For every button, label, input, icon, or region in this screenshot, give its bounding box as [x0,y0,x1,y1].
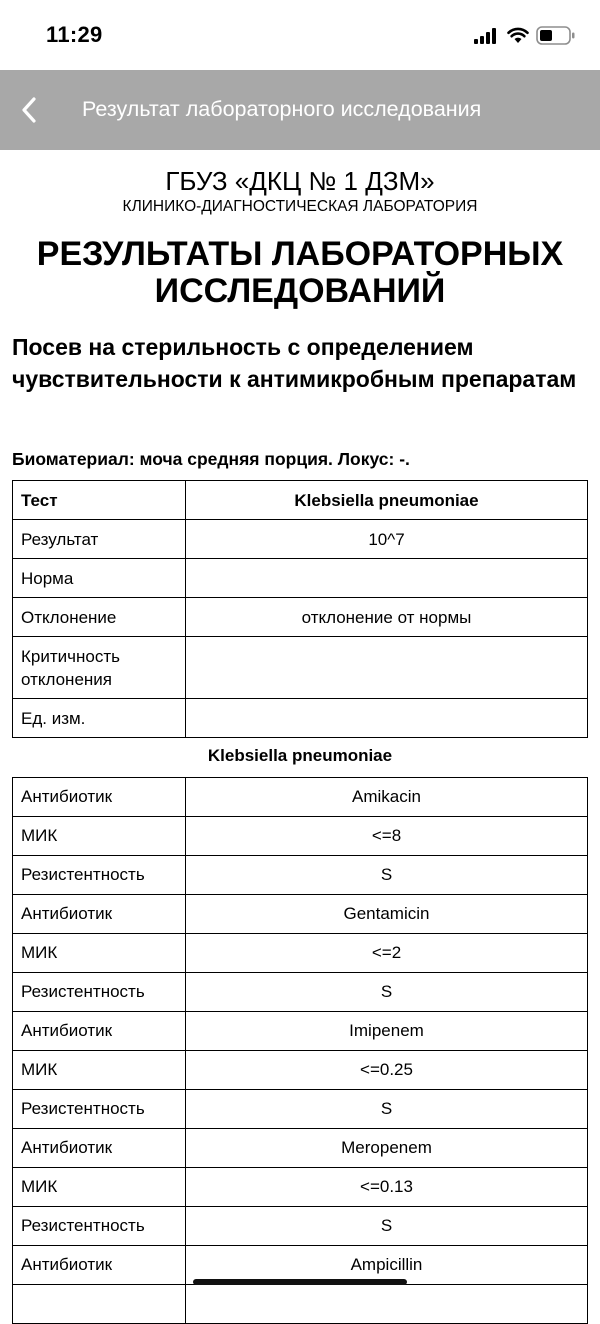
report-title-line2: ИССЛЕДОВАНИЙ [154,272,446,310]
row-value: S [186,973,588,1012]
row-value [186,1285,588,1324]
cellular-signal-icon [474,28,498,44]
table-row [13,778,588,817]
row-label: Норма [13,559,186,598]
table-row [13,699,588,738]
row-label: МИК [13,1168,186,1207]
row-label: Отклонение [13,598,186,637]
table-row [13,1051,588,1090]
table-row [13,520,588,559]
antibiogram-caption: Klebsiella pneumoniae [207,746,393,765]
row-label: Антибиотик [13,1246,186,1285]
row-label: Резистентность [13,1090,186,1129]
battery-icon [536,26,576,45]
nav-bar [0,70,600,150]
table-row [13,637,588,699]
row-label: Резистентность [13,856,186,895]
table-row [13,1090,588,1129]
back-chevron-icon[interactable] [14,92,44,128]
row-label [13,1285,186,1324]
table-row [13,934,588,973]
row-label: Критичность отклонения [13,637,186,699]
row-value: Meropenem [186,1129,588,1168]
row-label: МИК [13,934,186,973]
row-label: МИК [13,1051,186,1090]
row-value: S [186,856,588,895]
row-value: <=0.25 [186,1051,588,1090]
row-label: Результат [13,520,186,559]
row-label: Антибиотик [13,1012,186,1051]
report-title-line1: РЕЗУЛЬТАТЫ ЛАБОРАТОРНЫХ [36,235,564,273]
table-header-row [13,481,588,520]
row-value [186,559,588,598]
table-row [13,598,588,637]
table-row [13,1285,588,1324]
row-value: Gentamicin [186,895,588,934]
status-time: 11:29 [46,22,103,47]
result-table [12,480,588,738]
row-label: МИК [13,817,186,856]
row-value: <=0.13 [186,1168,588,1207]
table-row [13,973,588,1012]
table-row [13,856,588,895]
row-value: S [186,1090,588,1129]
nav-title: Результат лабораторного исследования [82,97,482,121]
row-value: 10^7 [186,520,588,559]
home-indicator[interactable] [193,1279,407,1285]
header-cell: Тест [13,481,186,520]
table-row [13,895,588,934]
row-value: S [186,1207,588,1246]
row-label: Антибиотик [13,1129,186,1168]
row-label: Антибиотик [13,895,186,934]
row-value: Imipenem [186,1012,588,1051]
table-row [13,1129,588,1168]
organization-name: ГБУЗ «ДКЦ № 1 ДЗМ» [165,166,435,196]
table-row [13,1207,588,1246]
status-bar [0,0,600,70]
row-value: Ampicillin [186,1246,588,1285]
row-label: Ед. изм. [13,699,186,738]
test-name: Посев на стерильность с определением чувствительности к антимикробным препаратам [12,334,577,392]
row-value [186,699,588,738]
row-value [186,637,588,699]
row-label: Резистентность [13,973,186,1012]
table-row [13,1012,588,1051]
antibiogram-table [12,777,588,1324]
row-label: Резистентность [13,1207,186,1246]
table-row [13,559,588,598]
row-value: Amikacin [186,778,588,817]
row-value: <=8 [186,817,588,856]
table-row [13,817,588,856]
row-label: Антибиотик [13,778,186,817]
wifi-icon [507,26,529,44]
row-value: отклонение от нормы [186,598,588,637]
laboratory-name: КЛИНИКО-ДИАГНОСТИЧЕСКАЯ ЛАБОРАТОРИЯ [122,198,478,215]
table-row [13,1168,588,1207]
report-title [0,236,600,310]
header-cell: Klebsiella pneumoniae [186,481,588,520]
biomaterial-info: Биоматериал: моча средняя порция. Локус: -. [12,449,410,469]
row-value: <=2 [186,934,588,973]
